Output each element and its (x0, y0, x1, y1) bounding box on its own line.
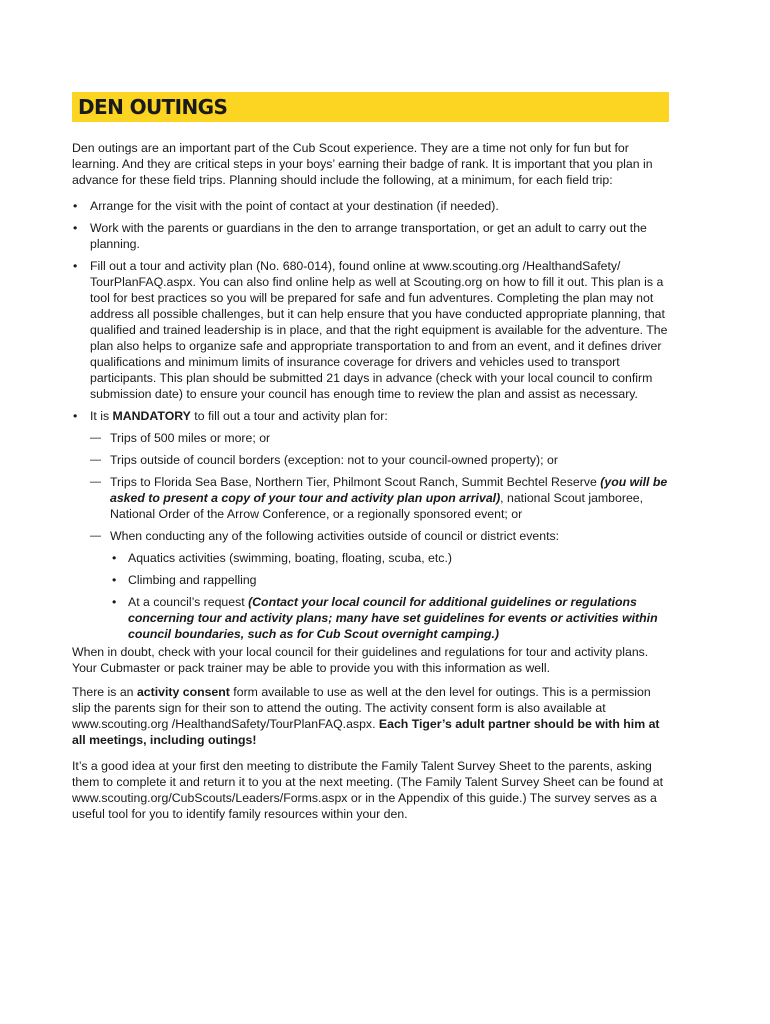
sub-item: • Aquatics activities (swimming, boating, floating, scuba, etc.) (110, 550, 669, 566)
planning-list (72, 198, 669, 642)
consent-bold-2: Each Tiger’s adult partner should be with him at all meetings, including outings! (72, 717, 660, 747)
doubt-paragraph: When in doubt, check with your local council for their guidelines and regulations for tour and activity plans. Your Cubmaster or pack trainer may be able to provide you with this information as well. (72, 645, 649, 675)
intro-paragraph: Den outings are an important part of the Cub Scout experience. They are a time not only for fun but for learning. And they are critical steps in your boys’ earning their badge of rank. It is important that you plan in advance for these field trips. Planning should include the following, at a minimum, for each field trip: (72, 141, 653, 187)
list-item: • Work with the parents or guardians in the den to arrange transportation, or get an adult to carry out the planning. (72, 220, 669, 252)
mandatory-text-post: to fill out a tour and activity plan for: (190, 409, 388, 423)
sub-text-pre: At a council’s request (128, 595, 249, 609)
activities-list (110, 550, 669, 642)
title-bar (72, 92, 669, 122)
consent-mid: form available to use as well at the den level for outings. This is a permission slip the parents sign for their son to attend the outing. The activity consent form is also available at www.scouting.org /HealthandSafety/TourPlanFAQ.aspx. (72, 685, 651, 731)
dash-item-activities (90, 528, 669, 642)
page-title: DEN OUTINGS (78, 95, 228, 119)
list-item: • Fill out a tour and activity plan (No. 680-014), found online at www.scouting.org /HealthandSafety/ TourPlanFAQ.aspx. You can also find online help as well at Scouting.org on how to fill it out. This plan is a tool for best practices so you will be prepared for safe and fun adventures. Completing the plan may not address all possible challenges, but it can help ensure that you have conducted appropriate planning, that qualified and trained leadership is in place, and that the right equipment is available for the adventure. The plan also helps to organize safe and appropriate transportation to and from an event, and it defines driver qualifications and minimum limits of insurance coverage for drivers and vehicles used to transport participants. This plan should be submitted 21 days in advance (check with your local council to confirm submission date) to ensure your council has enough time to review the plan and assist as necessary. (72, 258, 669, 402)
talent-paragraph: It’s a good idea at your first den meeting to distribute the Family Talent Survey Sheet to the parents, asking them to complete it and return it to you at the next meeting. (The Family Talent Survey Sheet can be found at www.scouting.org/CubScouts/Leaders/Forms.aspx or in the Appendix of this guide.) The survey serves as a useful tool for you to identify family resources within your den. (72, 759, 664, 821)
sub-item: • Climbing and rappelling (110, 572, 669, 588)
consent-bold: activity consent (136, 685, 230, 699)
sub-bold-italic: (Contact your local council for additional guidelines or regulations concerning tour and activity plans; many have set guidelines for events or activities within council boundaries, such as for Cub Scout overnight camping.) (128, 595, 658, 641)
dash-text-pre: Trips to Florida Sea Base, Northern Tier, Philmont Scout Ranch, Summit Bechtel Reserve (110, 475, 601, 489)
mandatory-text-pre: It is (90, 409, 113, 423)
list-item: • Arrange for the visit with the point of contact at your destination (if needed). (72, 198, 669, 214)
dash-bold-italic: (you will be asked to present a copy of your tour and activity plan upon arrival) (110, 475, 668, 505)
consent-paragraph (72, 684, 669, 748)
dash-item: — Trips of 500 miles or more; or (90, 430, 669, 446)
mandatory-list (90, 430, 669, 642)
list-item-mandatory (72, 408, 669, 642)
dash-item-florida (90, 474, 669, 522)
document-page (72, 92, 669, 822)
sub-item-council (110, 594, 669, 642)
consent-pre: There is an (72, 685, 137, 699)
mandatory-bold: MANDATORY (112, 409, 191, 423)
dash-text-post: , national Scout jamboree, National Order of the Arrow Conference, or a regionally sponsored event; or (110, 491, 644, 521)
dash-text: When conducting any of the following activities outside of council or district events: (110, 529, 560, 543)
dash-item: — Trips outside of council borders (exception: not to your council-owned property); or (90, 452, 669, 468)
